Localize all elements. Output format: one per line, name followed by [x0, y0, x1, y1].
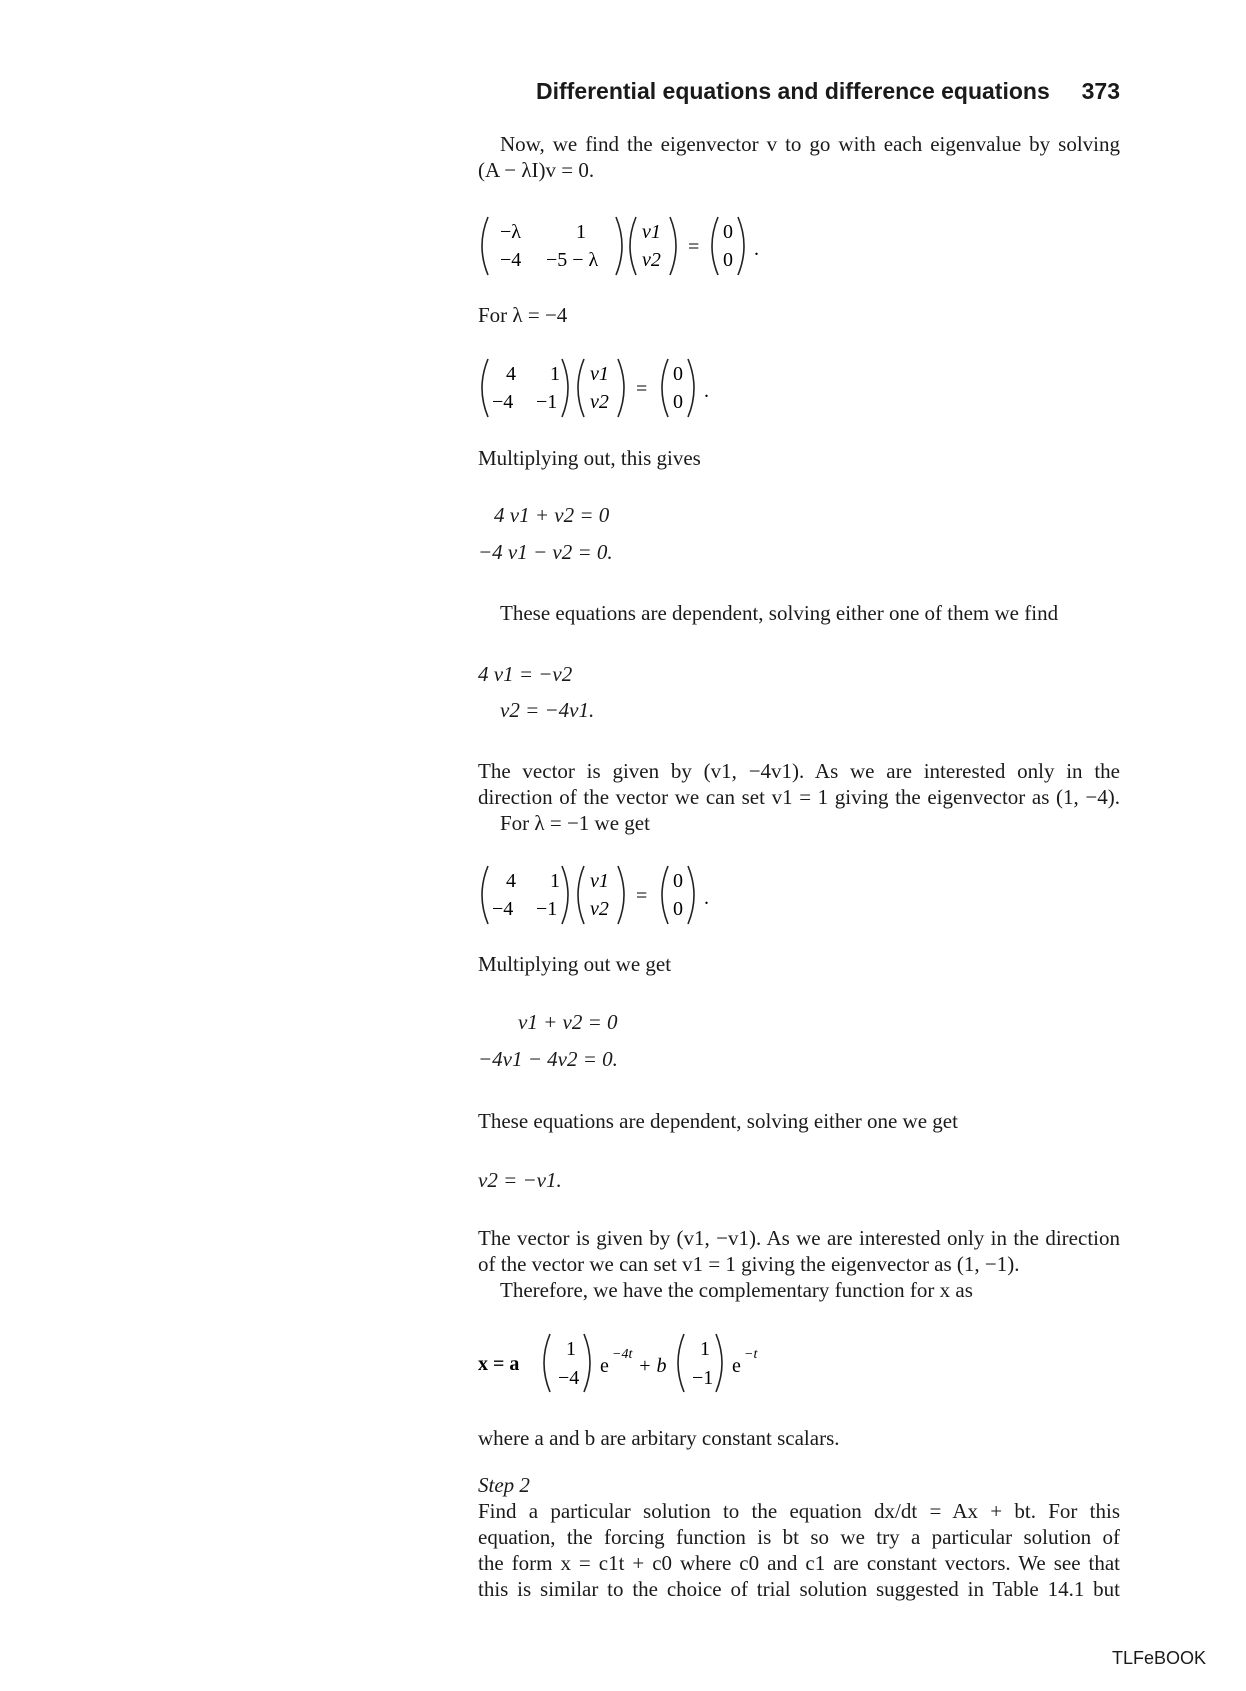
step-2-heading: Step 2 [478, 1473, 530, 1497]
svg-text:−t: −t [744, 1347, 758, 1362]
a21: −4 [500, 249, 522, 271]
svg-text:−4: −4 [492, 898, 514, 920]
v2: v2 [642, 249, 661, 271]
a11: −λ [500, 221, 521, 243]
step-2-paragraph: Step 2 Find a particular solution to the equation dx/dt = Ax + bt. For this equation, the forcing function is bt so we try a particular solution of the form x = c1t + c0 where c0 and c1 are constant vectors. We see that this is similar to the choice of trial solution suggested in Table 14.1 but [478, 1473, 1120, 1601]
complementary-function [478, 1328, 808, 1398]
svg-text:+ b: + b [638, 1355, 667, 1377]
v1: v1 [642, 221, 661, 243]
svg-text:.: . [754, 238, 759, 260]
vector-paragraph-1: The vector is given by (v1, −4v1). As we are interested only in the direction of the vector we can set v1 = 1 giving the eigenvector as (1, −4). For λ = −1 we get [478, 759, 1120, 835]
dependent-paragraph-2: These equations are dependent, solving either one we get [478, 1109, 958, 1133]
equals: = [688, 236, 700, 258]
svg-text:=: = [636, 378, 648, 400]
solution-1-line-1: 4 v1 = −v2 [478, 662, 573, 686]
svg-text:4: 4 [506, 870, 516, 892]
a12: 1 [576, 221, 586, 243]
svg-text:0: 0 [673, 898, 683, 920]
page-number: 373 [1081, 78, 1120, 104]
svg-text:v1: v1 [590, 870, 609, 892]
svg-text:4: 4 [506, 363, 516, 385]
svg-text:−1: −1 [692, 1367, 714, 1389]
solution-1-line-2: v2 = −4v1. [500, 698, 595, 722]
matrix-equation-2 [478, 862, 738, 928]
svg-text:−4: −4 [492, 391, 514, 413]
solution-2: v2 = −v1. [478, 1168, 562, 1192]
svg-text:x = a: x = a [478, 1353, 520, 1375]
system-1-line-1: 4 v1 + v2 = 0 [494, 503, 610, 527]
svg-text:e: e [600, 1355, 609, 1377]
svg-text:.: . [704, 380, 709, 402]
multiplying-out-1: Multiplying out, this gives [478, 446, 701, 470]
svg-text:−1: −1 [536, 391, 558, 413]
svg-text:−4: −4 [558, 1367, 580, 1389]
svg-text:v2: v2 [590, 898, 609, 920]
svg-text:0: 0 [673, 870, 683, 892]
svg-text:0: 0 [673, 391, 683, 413]
matrix-equation-1 [478, 355, 738, 421]
svg-text:.: . [704, 887, 709, 909]
running-header [536, 78, 1120, 114]
system-2-line-1: v1 + v2 = 0 [518, 1010, 618, 1034]
dependent-paragraph-1: These equations are dependent, solving either one of them we find [500, 601, 1059, 625]
svg-text:v1: v1 [590, 363, 609, 385]
svg-text:−4t: −4t [612, 1347, 633, 1362]
a22: −5 − λ [546, 249, 599, 271]
svg-text:=: = [636, 885, 648, 907]
svg-text:v2: v2 [590, 391, 609, 413]
r1: 0 [723, 221, 733, 243]
intro-paragraph [478, 131, 1120, 183]
vector-paragraph-2: The vector is given by (v1, −v1). As we are interested only in the direction of the vector we can set v1 = 1 giving the eigenvector as (1, −1). Therefore, we have the complementary function for x as [478, 1226, 1120, 1302]
multiplying-out-2: Multiplying out we get [478, 952, 672, 976]
svg-text:1: 1 [550, 870, 560, 892]
system-1-line-2: −4 v1 − v2 = 0. [478, 540, 613, 564]
svg-text:0: 0 [673, 363, 683, 385]
matrix-equation-general [478, 213, 778, 279]
for-lambda-minus-4: For λ = −4 [478, 303, 568, 327]
intro-line-2: (A − λI)v = 0. [478, 158, 595, 182]
svg-text:1: 1 [550, 363, 560, 385]
system-2-line-2: −4v1 − 4v2 = 0. [478, 1047, 618, 1071]
svg-text:1: 1 [700, 1338, 710, 1360]
svg-text:e: e [732, 1355, 741, 1377]
where-paragraph: where a and b are arbitary constant scalars. [478, 1426, 840, 1450]
svg-text:−1: −1 [536, 898, 558, 920]
intro-line-1: Now, we find the eigenvector v to go with each eigenvalue by solving [500, 132, 1120, 156]
footer-watermark: TLFeBOOK [1111, 1648, 1206, 1668]
r2: 0 [723, 249, 733, 271]
svg-text:1: 1 [566, 1338, 576, 1360]
chapter-title: Differential equations and difference equations [536, 78, 1050, 104]
